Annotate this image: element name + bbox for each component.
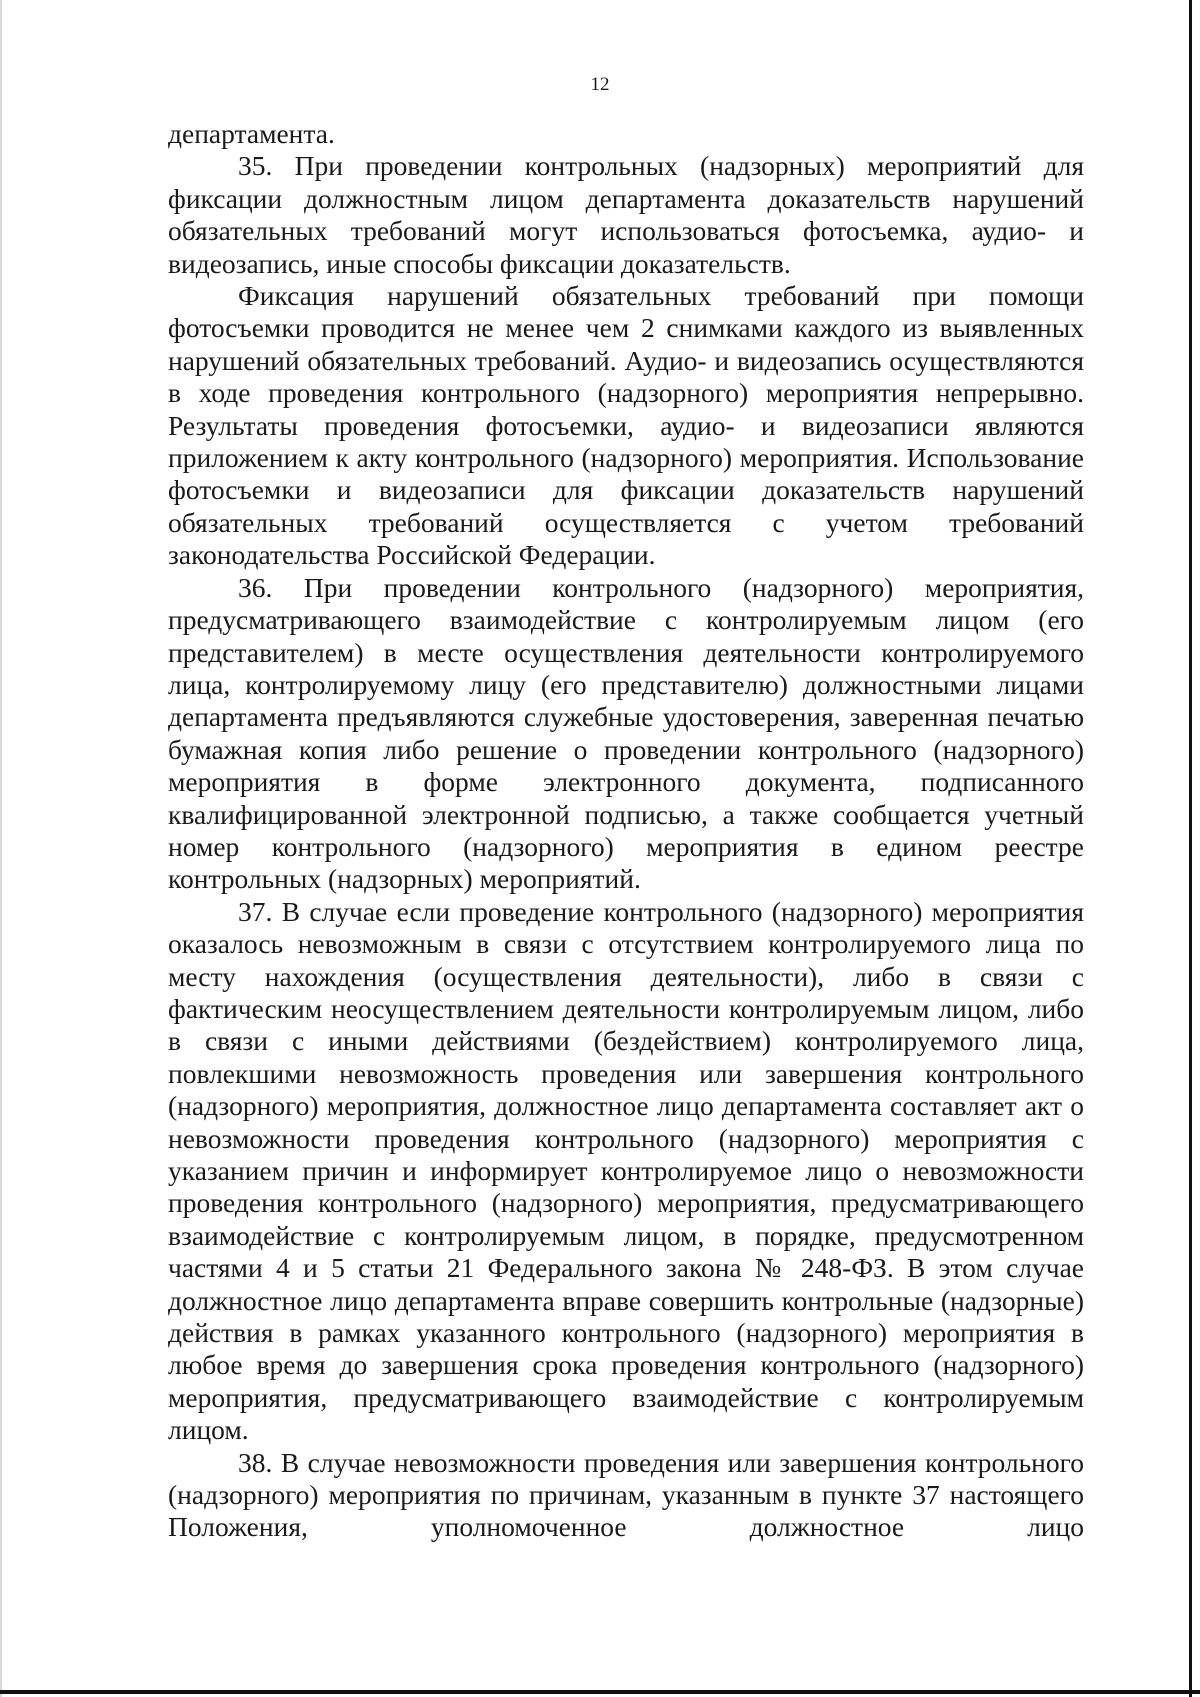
scan-left-edge xyxy=(0,0,2,1697)
paragraph-38: 38. В случае невозможности проведения или завершения контрольного (надзорного) мероприятия по причинам, указанным в пункте 37 настоящего Положения, уполномоченное должностное лицо xyxy=(168,1446,1084,1543)
page-number: 12 xyxy=(590,74,610,95)
paragraph-35: 35. При проведении контрольных (надзорных) мероприятий для фиксации должностным лицом департамента доказательств нарушений обязательных требований могут использоваться фотосъемка, аудио- и видеозапись, иные способы фиксации доказательств. xyxy=(168,150,1084,279)
paragraph-37: 37. В случае если проведение контрольного (надзорного) мероприятия оказалось невозможным в связи с отсутствием контролируемого лица по месту нахождения (осуществления деятельности), либо в связи с фактическим неосуществлением деятельности контролируемым лицом, либо в связи с иными действиями (бездействием) контролируемого лица, повлекшими невозможность проведения или завершения контрольного (надзорного) мероприятия, должностное лицо департамента составляет акт о невозможности проведения контрольного (надзорного) мероприятия с указанием причин и информирует контролируемое лицо о невозможности проведения контрольного (надзорного) мероприятия, предусматривающего взаимодействие с контролируемым лицом, в порядке, предусмотренном частями 4 и 5 статьи 21 Федерального закона № 248-ФЗ. В этом случае должностное лицо департамента вправе совершить контрольные (надзорные) действия в рамках указанного контрольного (надзорного) мероприятия в любое время до завершения срока проведения контрольного (надзорного) мероприятия, предусматривающего взаимодействие с контролируемым лицом. xyxy=(168,895,1084,1446)
scan-right-edge xyxy=(1189,0,1192,1697)
paragraph-36: 36. При проведении контрольного (надзорного) мероприятия, предусматривающего взаимодействие с контролируемым лицом (его представителем) в месте осуществления деятельности контролируемого лица, контролируемому лицу (его представителю) должностными лицами департамента предъявляются служебные удостоверения, заверенная печатью бумажная копия либо решение о проведении контрольного (надзорного) мероприятия в форме электронного документа, подписанного квалифицированной электронной подписью, а также сообщается учетный номер контрольного (надзорного) мероприятия в едином реестре контрольных (надзорных) мероприятий. xyxy=(168,571,1084,895)
document-body xyxy=(168,118,1084,1544)
scan-bottom-edge xyxy=(0,1690,1200,1694)
paragraph-35-fixation: Фиксация нарушений обязательных требований при помощи фотосъемки проводится не менее чем 2 снимками каждого из выявленных нарушений обязательных требований. Аудио- и видеозапись осуществляются в ходе проведения контрольного (надзорного) мероприятия непрерывно. Результаты проведения фотосъемки, аудио- и видеозаписи являются приложением к акту контрольного (надзорного) мероприятия. Использование фотосъемки и видеозаписи для фиксации доказательств нарушений обязательных требований осуществляется с учетом требований законодательства Российской Федерации. xyxy=(168,280,1084,571)
paragraph-continuation: департамента. xyxy=(168,118,335,149)
